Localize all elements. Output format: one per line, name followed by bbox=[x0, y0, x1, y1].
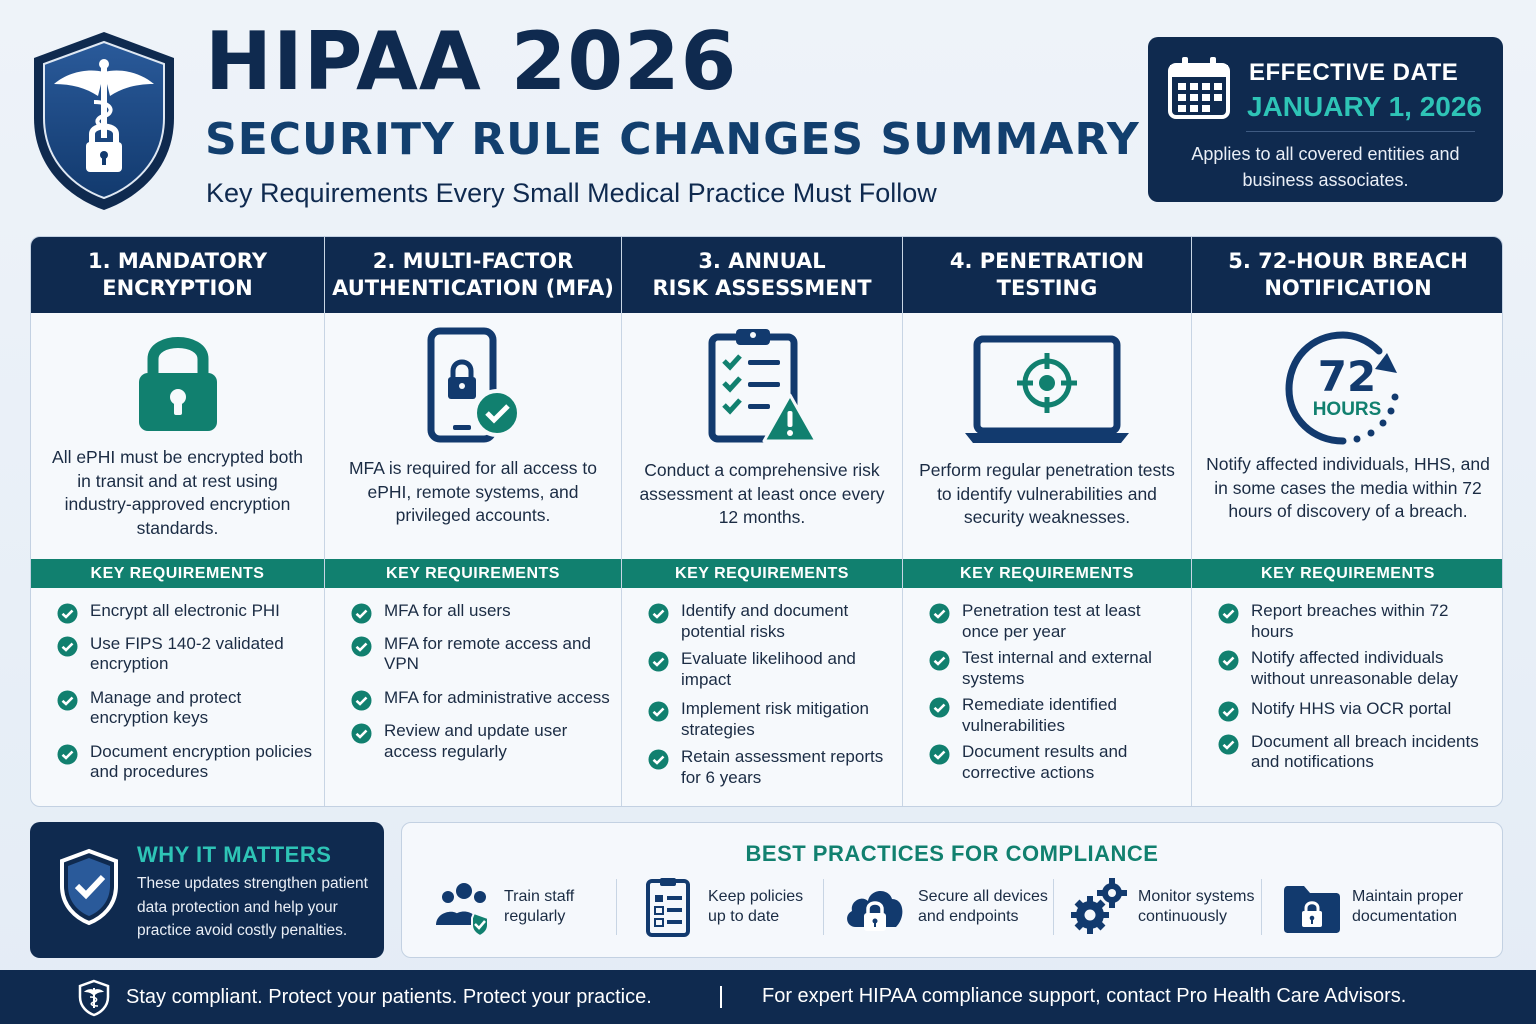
page-title: HIPAA 2026 bbox=[205, 15, 738, 108]
why-it-matters-panel bbox=[30, 822, 384, 958]
caduceus-shield-logo bbox=[28, 28, 180, 214]
check-circle-icon bbox=[1218, 734, 1239, 755]
best-practice-item bbox=[842, 875, 1048, 939]
best-practices-panel bbox=[401, 822, 1503, 958]
column-description: Perform regular penetration tests to identify vulnerabilities and security weaknesses. bbox=[919, 460, 1175, 527]
list-item: MFA for administrative access bbox=[349, 688, 611, 709]
check-circle-icon bbox=[351, 723, 372, 744]
effective-date-label: EFFECTIVE DATE bbox=[1249, 59, 1459, 86]
why-it-matters-text: These updates strengthen patient data protection and help your practice avoid costly penalties. bbox=[137, 875, 368, 939]
divider bbox=[823, 879, 824, 935]
page-subtitle: SECURITY RULE CHANGES SUMMARY bbox=[205, 114, 1140, 165]
best-practice-label: Keep policies up to date bbox=[708, 888, 804, 925]
divider bbox=[616, 879, 617, 935]
clipboard-warning-icon bbox=[706, 327, 818, 443]
best-practice-label: Secure all devices and endpoints bbox=[918, 888, 1048, 925]
column-title: 5. 72-HOUR BREACH NOTIFICATION bbox=[1192, 237, 1503, 313]
list-item: Remediate identified vulnerabilities bbox=[927, 695, 1181, 736]
key-requirements-label: KEY REQUIREMENTS bbox=[325, 559, 621, 588]
list-item: MFA for remote access and VPN bbox=[349, 634, 611, 675]
requirements-list bbox=[646, 601, 892, 800]
gears-icon bbox=[1068, 877, 1128, 937]
laptop-target-icon bbox=[961, 335, 1133, 445]
footer-slogan: Stay compliant. Protect your patients. Protect your practice. bbox=[126, 986, 652, 1008]
best-practice-item bbox=[1282, 875, 1463, 939]
check-circle-icon bbox=[57, 603, 78, 624]
list-item: Notify affected individuals without unreasonable delay bbox=[1216, 648, 1494, 689]
requirements-table bbox=[30, 236, 1503, 807]
staff-shield-icon bbox=[434, 877, 494, 937]
footer-contact: For expert HIPAA compliance support, contact Pro Health Care Advisors. bbox=[762, 985, 1407, 1007]
key-requirements-label: KEY REQUIREMENTS bbox=[1192, 559, 1503, 588]
check-circle-icon bbox=[57, 636, 78, 657]
list-item: Document all breach incidents and notifications bbox=[1216, 732, 1494, 773]
column-title: 1. MANDATORY ENCRYPTION bbox=[31, 237, 324, 313]
list-item: Document encryption policies and procedures bbox=[55, 742, 314, 783]
key-requirements-label: KEY REQUIREMENTS bbox=[903, 559, 1191, 588]
requirements-list bbox=[927, 601, 1181, 795]
effective-date-value: JANUARY 1, 2026 bbox=[1247, 91, 1483, 122]
check-circle-icon bbox=[929, 697, 950, 718]
list-item: Implement risk mitigation strategies bbox=[646, 699, 892, 740]
check-circle-icon bbox=[929, 650, 950, 671]
check-circle-icon bbox=[929, 744, 950, 765]
list-item: Penetration test at least once per year bbox=[927, 601, 1181, 642]
check-circle-icon bbox=[1218, 701, 1239, 722]
check-circle-icon bbox=[929, 603, 950, 624]
list-item: Report breaches within 72 hours bbox=[1216, 601, 1494, 642]
clock-hours-unit: HOURS bbox=[1312, 399, 1382, 420]
clock-72-icon bbox=[1283, 329, 1413, 447]
column-title: 4. PENETRATION TESTING bbox=[903, 237, 1191, 313]
check-circle-icon bbox=[1218, 650, 1239, 671]
folder-lock-icon bbox=[1282, 877, 1342, 937]
requirements-list bbox=[1216, 601, 1494, 785]
check-circle-icon bbox=[648, 603, 669, 624]
clock-hours-number: 72 bbox=[1317, 352, 1377, 401]
best-practice-label: Monitor systems continuously bbox=[1138, 888, 1255, 925]
page-tagline: Key Requirements Every Small Medical Practice Must Follow bbox=[206, 178, 937, 208]
divider bbox=[720, 986, 722, 1008]
column-title: 3. ANNUAL RISK ASSESSMENT bbox=[622, 237, 902, 313]
check-circle-icon bbox=[351, 636, 372, 657]
key-requirements-label: KEY REQUIREMENTS bbox=[31, 559, 324, 588]
list-item: Review and update user access regularly bbox=[349, 721, 611, 762]
shield-check-icon bbox=[58, 848, 120, 926]
best-practices-title: BEST PRACTICES FOR COMPLIANCE bbox=[745, 841, 1159, 866]
list-item: Retain assessment reports for 6 years bbox=[646, 747, 892, 788]
list-item: Use FIPS 140-2 validated encryption bbox=[55, 634, 314, 675]
check-circle-icon bbox=[648, 651, 669, 672]
list-item: MFA for all users bbox=[349, 601, 611, 622]
best-practice-label: Maintain proper documentation bbox=[1352, 888, 1464, 925]
check-circle-icon bbox=[648, 749, 669, 770]
check-circle-icon bbox=[57, 690, 78, 711]
policy-document-icon bbox=[638, 877, 698, 937]
divider bbox=[1246, 131, 1475, 132]
effective-date-panel bbox=[1148, 37, 1503, 202]
check-circle-icon bbox=[351, 603, 372, 624]
column-title: 2. MULTI-FACTOR AUTHENTICATION (MFA) bbox=[325, 237, 621, 313]
column-description: MFA is required for all access to ePHI, remote systems, and privileged accounts. bbox=[348, 458, 598, 525]
requirements-list bbox=[55, 601, 314, 795]
column-encryption bbox=[31, 237, 325, 807]
list-item: Test internal and external systems bbox=[927, 648, 1181, 689]
caduceus-shield-icon bbox=[78, 979, 110, 1017]
best-practice-item bbox=[434, 875, 574, 939]
check-circle-icon bbox=[351, 690, 372, 711]
divider bbox=[1053, 879, 1054, 935]
footer-bar bbox=[0, 970, 1536, 1024]
best-practice-label: Train staff regularly bbox=[504, 888, 575, 925]
list-item: Document results and corrective actions bbox=[927, 742, 1181, 783]
list-item: Evaluate likelihood and impact bbox=[646, 649, 892, 690]
column-risk-assessment bbox=[622, 237, 903, 807]
list-item: Encrypt all electronic PHI bbox=[55, 601, 314, 622]
padlock-icon bbox=[135, 329, 221, 435]
requirements-list bbox=[349, 601, 611, 774]
list-item: Notify HHS via OCR portal bbox=[1216, 699, 1494, 720]
best-practice-item bbox=[1068, 875, 1254, 939]
why-it-matters-title: WHY IT MATTERS bbox=[137, 842, 332, 867]
check-circle-icon bbox=[57, 744, 78, 765]
column-description: Conduct a comprehensive risk assessment at least once every 12 months. bbox=[639, 460, 885, 527]
phone-lock-icon bbox=[423, 327, 523, 443]
check-circle-icon bbox=[1218, 603, 1239, 624]
effective-date-note: Applies to all covered entities and business associates. bbox=[1191, 144, 1460, 190]
calendar-icon bbox=[1166, 55, 1232, 121]
list-item: Identify and document potential risks bbox=[646, 601, 892, 642]
column-mfa bbox=[325, 237, 622, 807]
best-practice-item bbox=[638, 875, 803, 939]
cloud-lock-icon bbox=[842, 877, 908, 937]
column-breach-notification bbox=[1192, 237, 1503, 807]
divider bbox=[1261, 879, 1262, 935]
column-description: All ePHI must be encrypted both in transit and at rest using industry-approved encryption standards. bbox=[52, 447, 303, 538]
key-requirements-label: KEY REQUIREMENTS bbox=[622, 559, 902, 588]
column-penetration-testing bbox=[903, 237, 1192, 807]
column-description: Notify affected individuals, HHS, and in some cases the media within 72 hours of discovery of a breach. bbox=[1206, 454, 1490, 521]
list-item: Manage and protect encryption keys bbox=[55, 688, 314, 729]
check-circle-icon bbox=[648, 701, 669, 722]
